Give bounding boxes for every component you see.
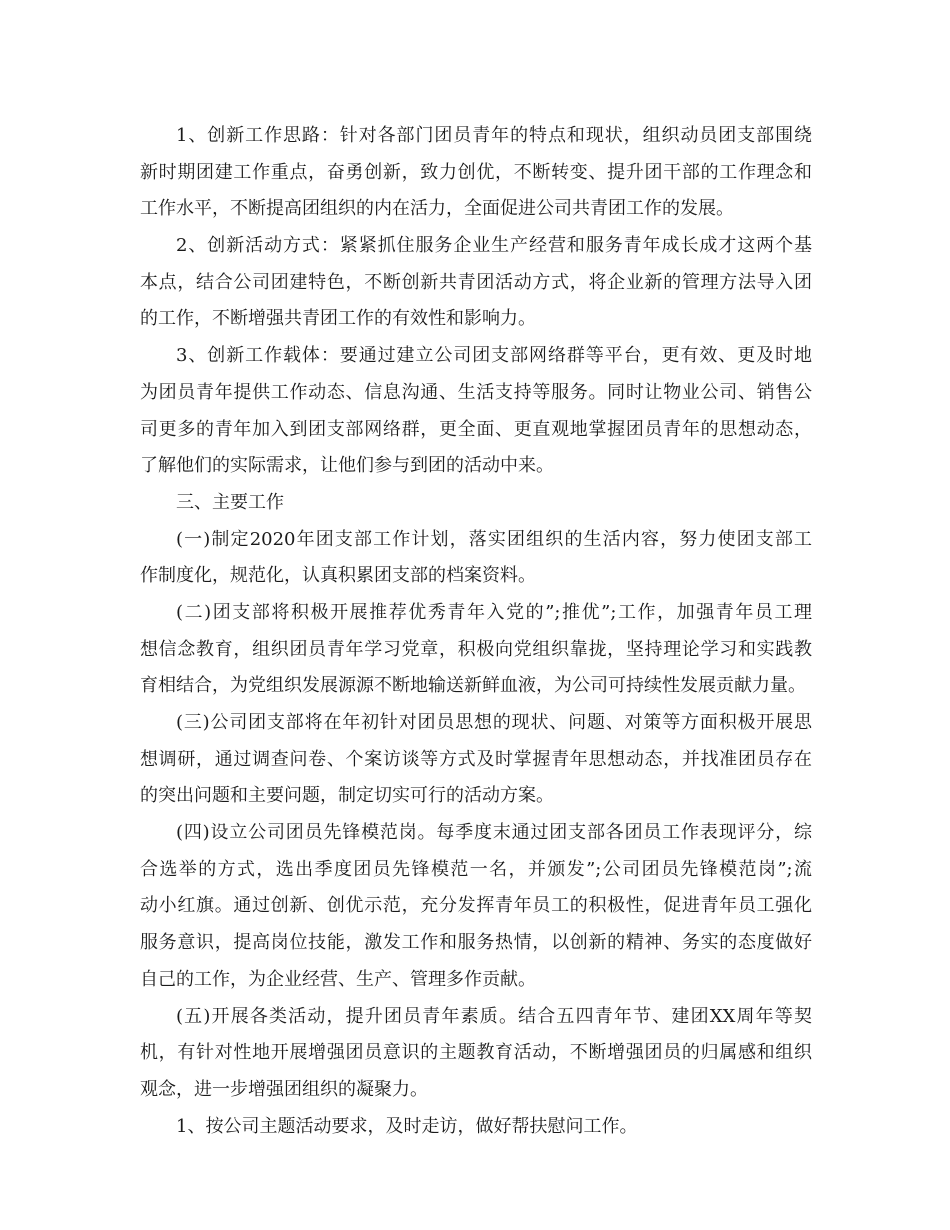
document-body [140,118,812,1145]
paragraph-line: (三)公司团支部将在年初针对团员思想的现状、问题、对策等方面积极开展思 [176,712,812,733]
paragraph-line: 育相结合，为党组织发展源源不断地输送新鲜血液，为公司可持续性发展贡献力量。 [140,675,806,697]
paragraph-line: (一)制定2020年团支部工作计划，落实团组织的生活内容，努力使团支部工 [176,528,812,550]
paragraph-line: 1、按公司主题活动要求，及时走访，做好帮扶慰问工作。 [176,1115,638,1137]
paragraph-line: 合选举的方式，选出季度团员先锋模范一名，并颁发”;公司团员先锋模范岗”;流 [140,858,812,880]
paragraph-line: 3、创新工作载体：要通过建立公司团支部网络群等平台，更有效、更及时地 [176,345,812,367]
paragraph-line: 2、创新活动方式：紧紧抓住服务企业生产经营和服务青年成长成才这两个基 [176,235,812,257]
paragraph-line: 动小红旗。通过创新、创优示范，充分发挥青年员工的积极性，促进青年员工强化 [140,895,812,917]
paragraph-line: 工作水平，不断提高团组织的内在活力，全面促进公司共青团工作的发展。 [140,198,734,220]
paragraph-line: 的工作，不断增强共青团工作的有效性和影响力。 [140,308,536,330]
paragraph-line: 1、创新工作思路：针对各部门团员青年的特点和现状，组织动员团支部围绕 [176,125,812,146]
paragraph-line: 自己的工作，为企业经营、生产、管理多作贡献。 [140,968,536,990]
paragraph-line: 想调研，通过调查问卷、个案访谈等方式及时掌握青年思想动态，并找准团员存在 [140,748,812,770]
paragraph-line: 新时期团建工作重点，奋勇创新，致力创优，不断转变、提升团干部的工作理念和 [140,161,812,183]
paragraph-line: (四)设立公司团员先锋模范岗。每季度末通过团支部各团员工作表现评分，综 [176,822,812,844]
paragraph-line: 服务意识，提高岗位技能，激发工作和服务热情，以创新的精神、务实的态度做好 [140,932,812,954]
paragraph-line: 作制度化，规范化，认真积累团支部的档案资料。 [140,565,536,587]
paragraph-line: (二)团支部将积极开展推荐优秀青年入党的”;推优”;工作，加强青年员工理 [176,601,812,623]
paragraph-line: 本点，结合公司团建特色，不断创新共青团活动方式，将企业新的管理方法导入团 [140,271,812,293]
paragraph-line: 想信念教育，组织团员青年学习党章，积极向党组织靠拢，坚持理论学习和实践教 [140,638,812,660]
paragraph-line: 司更多的青年加入到团支部网络群，更全面、更直观地掌握团员青年的思想动态， [140,418,812,440]
section-heading: 三、主要工作 [176,491,284,513]
paragraph-line: 机，有针对性地开展增强团员意识的主题教育活动，不断增强团员的归属感和组织 [140,1042,812,1064]
paragraph-line: 观念，进一步增强团组织的凝聚力。 [140,1078,428,1100]
paragraph-line: 了解他们的实际需求，让他们参与到团的活动中来。 [140,455,554,477]
paragraph-line: (五)开展各类活动，提升团员青年素质。结合五四青年节、建团XX周年等契 [176,1005,812,1027]
paragraph-line: 的突出问题和主要问题，制定切实可行的活动方案。 [140,785,554,807]
paragraph-line: 为团员青年提供工作动态、信息沟通、生活支持等服务。同时让物业公司、销售公 [140,381,812,403]
